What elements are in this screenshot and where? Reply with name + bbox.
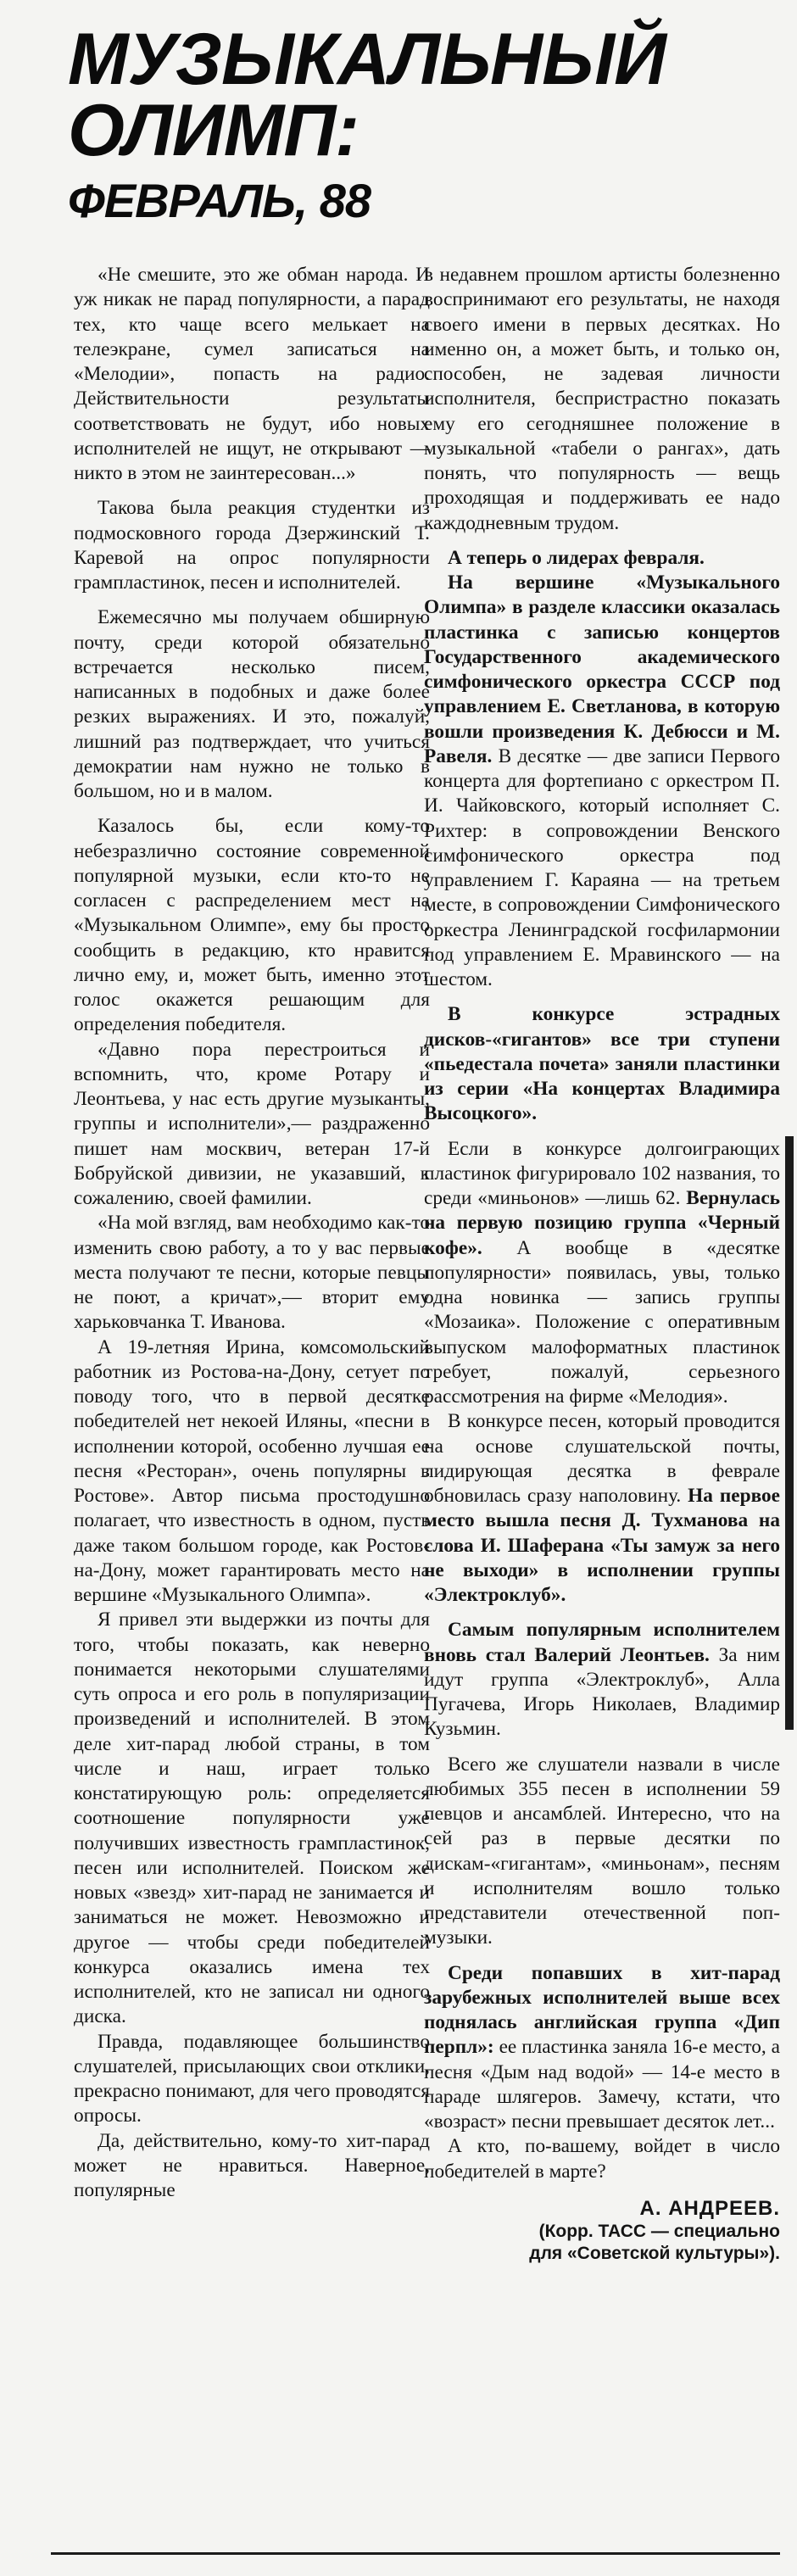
paragraph	[424, 1618, 780, 1742]
headline	[68, 19, 763, 231]
text: В десятке — две записи Первого концерта для фортепиано с оркестром П. И. Чайковского, который исполняет С. Рихтер: в сопровождении Венского симфонического оркестра под управлением Г. Караяна — на третьем месте, в сопровождении Симфонического оркестра Ленинградской госфилармонии под управлением Е. Мравинского — на шестом.	[424, 744, 780, 990]
credit-line: (Корр. ТАСС — специально	[538, 2222, 780, 2241]
paragraph	[424, 1961, 780, 2135]
bold-text: В конкурсе эстрадных дисков-«гигантов» все три ступени «пьедестала почета» заняли пластинки из серии «На концертах Владимира Высоцкого».	[424, 1003, 780, 1125]
credit-line: для «Советской культуры»).	[529, 2244, 780, 2263]
bold-text: Вернулась на первую позицию группа «Черный кофе».	[424, 1187, 780, 1259]
headline-line-2: ОЛИМП:	[68, 90, 359, 171]
paragraph: А кто, по-вашему, войдет в число победителей в марте?	[424, 2135, 780, 2183]
headline-line-3: ФЕВРАЛЬ, 88	[68, 174, 371, 227]
bold-text: Среди попавших в хит-парад зарубежных исполнителей выше всех поднялась английская группа «Дип перпл»:	[424, 1961, 780, 2059]
paragraph: Правда, подавляющее большинство слушателей, присылающих свои отклики, прекрасно понимают, для чего проводятся опросы.	[74, 2030, 430, 2127]
paragraph: А 19-летняя Ирина, комсомольский работник из Ростова-на-Дону, сетует по поводу того, что в первой десятке победителей нет некоей Иляны, «песни в исполнении которой, особенно лучшая ее песня «Ресторан», очень популярны в Ростове». Автор письма простодушно полагает, что известность в одном, пусть даже таком большом городе, как Ростов-на-Дону, может гарантировать место на вершине «Музыкального Олимпа».	[74, 1335, 430, 1606]
paragraph: Всего же слушатели назвали в числе любимых 355 песен в исполнении 59 певцов и ансамблей. Интересно, что на сей раз в первые десятки по дискам-«гигантам», «миньонам», песням и исполнителям вошло только представители отечественной поп-музыки.	[424, 1753, 780, 1949]
bold-text: На первое место вышла песня Д. Тухманова на слова И. Шаферана «Ты замуж за него не выходи» в исполнении группы «Электроклуб».	[424, 1485, 780, 1606]
paragraph: Казалось бы, если кому-то небезразлично состояние современной популярной музыки, если кто-то не согласен с распределением мест на «Музыкальном Олимпе», ему бы просто сообщить в редакцию, кто нравится лично ему, и, может быть, именно этот голос окажется решающим для определения победителя.	[74, 815, 430, 1036]
paragraph: «Давно пора перестроиться и вспомнить, что, кроме Ротару и Леонтьева, у нас есть другие музыканты, группы и исполнители»,— раздраженно пишет нам москвич, ветеран 17-й Бобруйской дивизии, не указавший, к сожалению, своей фамилии.	[74, 1038, 430, 1209]
text: Если в конкурсе долгоиграющих пластинок фигурировало 102 названия, то среди «миньонов» —лишь 62.	[424, 1137, 780, 1209]
paragraph: Такова была реакция студентки из подмосковного города Дзержинский Т. Каревой на опрос популярности грампластинок, песен и исполнителей.	[74, 497, 430, 594]
right-column	[424, 263, 780, 2265]
page-edge-bar	[785, 1136, 794, 1730]
paragraph	[424, 1137, 780, 1410]
text: А вообще в «десятке популярности» появилась, увы, только одна новинка — запись группы «Мозаика». Положение с оперативным выпуском малоформатных пластинок требует, пожалуй, серьезного рассмотрения на фирме «Мелодия».	[424, 1236, 780, 1408]
paragraph: «Не смешите, это же обман народа. И уж никак не парад популярности, а парад тех, кто чаще всего мелькает на телеэкране, сумел записаться на «Мелодии», попасть на радио. Действительности результаты соответствовать не будут, ибо новых исполнителей не ищут, не открывают — никто в этом не заинтересован...»	[74, 264, 430, 484]
paragraph: Да, действительно, кому-то хит-парад может не нравиться. Наверное, популярные	[74, 2129, 430, 2201]
bold-text: А теперь о лидерах февраля.	[448, 546, 705, 569]
headline-line-1: МУЗЫКАЛЬНЫЙ	[68, 19, 666, 100]
bold-text: Самым популярным исполнителем вновь стал Валерий Леонтьев.	[424, 1619, 780, 1666]
text: В конкурсе песен, который проводится на основе слушательской почты, лидирующая десятка в феврале обновилась сразу наполовину.	[424, 1410, 780, 1507]
bold-text: На вершине «Музыкального Олимпа» в разделе классики оказалась пластинка с записью концертов Государственного академического симфонического оркестра СССР под управлением Е. Светланова, в которую вошли произведения К. Дебюсси и М. Равеля.	[424, 572, 780, 767]
bottom-rule	[51, 2552, 780, 2555]
paragraph	[424, 1409, 780, 1608]
paragraph	[424, 546, 780, 571]
paragraph: «На мой взгляд, вам необходимо как-то изменить свою работу, а то у вас первые места получают те песни, которые певцы не поют, а кричат»,— вторит ему харьковчанка Т. Иванова.	[74, 1212, 430, 1334]
paragraph: Я привел эти выдержки из почты для того, чтобы показать, как неверно понимается некоторыми слушателями суть опроса и его роль в популяризации произведений и исполнителей. В этом деле хит-парад любой страны, в том числе и наш, играет только констатирующую роль: определяется соотношение популярности уже получивших известность грампластинок, песен или исполнителей. Поиском же новых «звезд» хит-парад не занимается и заниматься не может. Невозможно и другое — чтобы среди победителей конкурса оказались имена тех исполнителей, кто не записал ни одного диска.	[74, 1609, 430, 2028]
left-column	[74, 263, 430, 2203]
paragraph: Ежемесячно мы получаем обширную почту, среди которой обязательно встречается несколько писем, написанных в подобных и даже более резких выражениях. И это, пожалуй, лишний раз подтверждает, что учиться демократии нам нужно не только в большом, но и в малом.	[74, 606, 430, 802]
paragraph: в недавнем прошлом артисты болезненно воспринимают его результаты, не находя своего имени в первых десятках. Но именно он, а может быть, и только он, способен, не задевая личности исполнителя, беспристрастно показать ему его сегодняшнее положение в музыкальной «табели о рангах», дать понять, что популярность — вещь проходящая и поддерживать ее надо каждодневным трудом.	[424, 264, 780, 534]
paragraph	[424, 1002, 780, 1126]
paragraph	[424, 571, 780, 992]
text: ее пластинка заняла 16-е место, а песня «Дым над водой» — 14-е место в параде шлягеров. Замечу, кстати, что «возраст» песни превышает десяток лет...	[424, 2036, 780, 2133]
text: За ним идут группа «Электроклуб», Алла Пугачева, Игорь Николаев, Владимир Кузьмин.	[424, 1643, 780, 1741]
author-signature: А. АНДРЕЕВ.	[639, 2196, 780, 2220]
